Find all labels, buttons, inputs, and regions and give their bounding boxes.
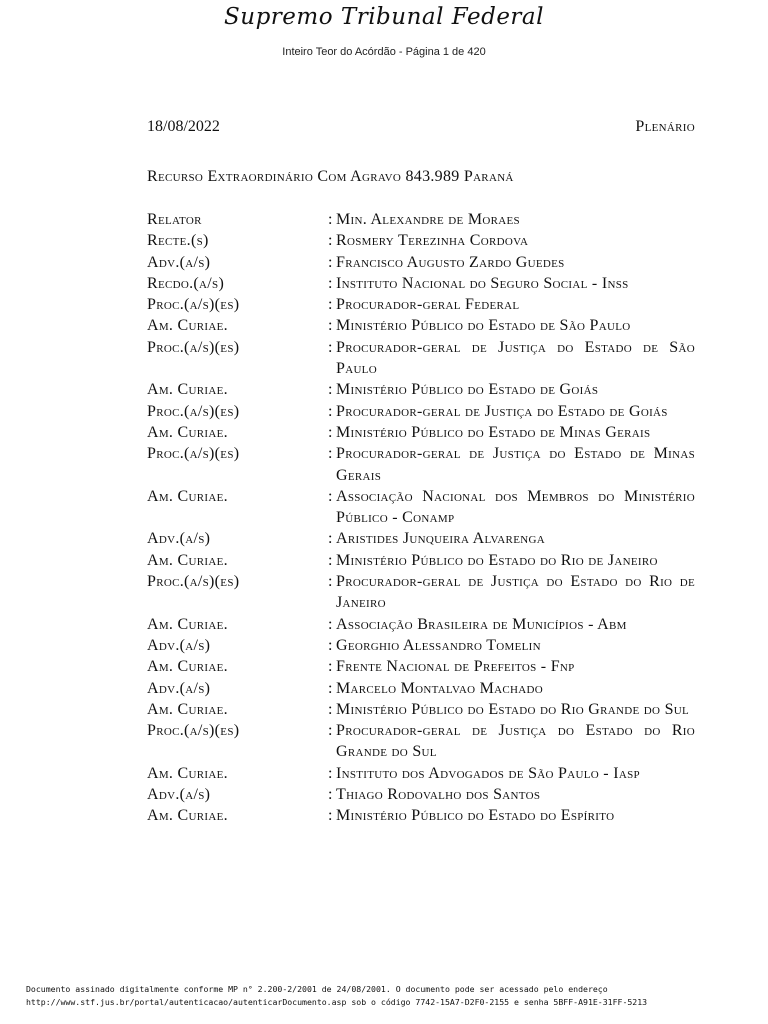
party-name: Procurador-geral de Justiça do Estado de São Paulo — [336, 338, 695, 378]
party-role: Relator — [147, 211, 202, 228]
party-row — [147, 315, 695, 336]
party-name: Aristides Junqueira Alvarenga — [336, 530, 545, 548]
party-name: Procurador-geral de Justiça do Estado do Rio Grande do Sul — [336, 722, 695, 761]
party-role: Am. Curiae. — [147, 764, 228, 782]
party-separator: : — [328, 807, 333, 825]
party-name: Procurador-geral de Justiça do Estado do Rio de Janeiro — [336, 573, 695, 612]
party-role: Am. Curiae. — [147, 700, 228, 718]
party-role: Proc.(a/s)(es) — [147, 338, 240, 356]
party-row — [147, 720, 695, 763]
court-name-header: Supremo Tribunal Federal — [224, 4, 544, 30]
party-row — [147, 422, 695, 443]
party-role: Proc.(a/s)(es) — [147, 296, 240, 314]
party-name: Georghio Alessandro Tomelin — [336, 636, 541, 654]
party-separator: : — [328, 573, 333, 591]
party-name: Frente Nacional de Prefeitos - Fnp — [336, 658, 575, 676]
party-name: Ministério Público do Estado de Goiás — [336, 381, 599, 399]
party-separator: : — [328, 551, 333, 569]
party-role: Am. Curiae. — [147, 487, 228, 505]
party-row — [147, 230, 695, 251]
party-row — [147, 486, 695, 529]
party-name: Procurador-geral Federal — [336, 296, 520, 314]
party-row — [147, 614, 695, 635]
party-separator: : — [328, 317, 333, 335]
party-separator: : — [328, 232, 333, 250]
party-separator: : — [328, 445, 333, 463]
party-row — [147, 379, 695, 400]
party-role: Recdo.(a/s) — [147, 274, 225, 292]
party-role: Adv.(a/s) — [147, 679, 211, 697]
party-role: Adv.(a/s) — [147, 253, 211, 271]
party-row — [147, 635, 695, 656]
parties-list — [147, 209, 695, 827]
case-title: Recurso Extraordinário Com Agravo 843.989 Paraná — [147, 168, 514, 185]
page-subtitle: Inteiro Teor do Acórdão - Página 1 de 420 — [282, 46, 486, 58]
party-separator: : — [328, 487, 333, 505]
party-separator: : — [328, 764, 333, 782]
party-row — [147, 294, 695, 315]
party-row — [147, 656, 695, 677]
party-separator: : — [328, 211, 333, 228]
party-role: Recte.(s) — [147, 232, 209, 250]
party-row — [147, 571, 695, 614]
party-name: Procurador-geral de Justiça do Estado de Goiás — [336, 402, 668, 420]
party-separator: : — [328, 615, 333, 633]
party-separator: : — [328, 722, 333, 740]
digital-signature-footer — [26, 983, 756, 1009]
party-role: Am. Curiae. — [147, 317, 228, 335]
party-role: Proc.(a/s)(es) — [147, 402, 240, 420]
party-name: Instituto Nacional do Seguro Social - Inss — [336, 274, 629, 292]
party-name: Ministério Público do Estado de Minas Gerais — [336, 423, 651, 441]
party-role: Adv.(a/s) — [147, 530, 211, 548]
party-role: Am. Curiae. — [147, 615, 228, 633]
party-role: Am. Curiae. — [147, 807, 228, 825]
party-row — [147, 763, 695, 784]
party-separator: : — [328, 786, 333, 804]
party-row — [147, 252, 695, 273]
party-separator: : — [328, 636, 333, 654]
party-role: Proc.(a/s)(es) — [147, 722, 240, 740]
party-row — [147, 805, 695, 826]
party-role: Adv.(a/s) — [147, 786, 211, 804]
party-name: Ministério Público do Estado do Rio Grande do Sul — [336, 700, 690, 718]
party-row — [147, 528, 695, 549]
party-row — [147, 273, 695, 294]
footer-line-1: Documento assinado digitalmente conforme MP n° 2.200-2/2001 de 24/08/2001. O documento pode ser acessado pelo endereço — [26, 984, 608, 994]
party-row — [147, 784, 695, 805]
party-name: Procurador-geral de Justiça do Estado de Minas Gerais — [336, 445, 695, 484]
party-role: Am. Curiae. — [147, 381, 228, 399]
party-name: Rosmery Terezinha Cordova — [336, 232, 529, 250]
party-separator: : — [328, 253, 333, 271]
party-separator: : — [328, 423, 333, 441]
party-row — [147, 699, 695, 720]
party-separator: : — [328, 658, 333, 676]
party-row — [147, 209, 695, 230]
party-name: Thiago Rodovalho dos Santos — [336, 786, 541, 804]
party-row — [147, 550, 695, 571]
party-separator: : — [328, 530, 333, 548]
party-separator: : — [328, 296, 333, 314]
party-role: Am. Curiae. — [147, 551, 228, 569]
party-name: Francisco Augusto Zardo Guedes — [336, 253, 565, 271]
party-separator: : — [328, 338, 333, 356]
party-role: Am. Curiae. — [147, 658, 228, 676]
party-role: Am. Curiae. — [147, 423, 228, 441]
party-role: Adv.(a/s) — [147, 636, 211, 654]
footer-line-2: http://www.stf.jus.br/portal/autenticacao/autenticarDocumento.asp sob o código 7742-15A7-D2F0-2155 e senha 5BFF-A91E-31FF-5213 — [26, 997, 648, 1007]
party-row — [147, 678, 695, 699]
party-row — [147, 443, 695, 486]
party-role: Proc.(a/s)(es) — [147, 573, 240, 591]
party-name: Min. Alexandre de Moraes — [336, 211, 520, 228]
party-separator: : — [328, 402, 333, 420]
party-name: Instituto dos Advogados de São Paulo - Iasp — [336, 764, 640, 782]
party-separator: : — [328, 700, 333, 718]
party-name: Ministério Público do Estado do Espírito — [336, 807, 615, 825]
party-row — [147, 337, 695, 380]
party-name: Associação Nacional dos Membros do Ministério Público - Conamp — [336, 487, 695, 527]
party-separator: : — [328, 679, 333, 697]
party-role: Proc.(a/s)(es) — [147, 445, 240, 463]
party-separator: : — [328, 381, 333, 399]
party-name: Ministério Público do Estado do Rio de Janeiro — [336, 551, 658, 569]
judgment-date: 18/08/2022 — [147, 118, 220, 135]
party-row — [147, 401, 695, 422]
party-name: Ministério Público do Estado de São Paulo — [336, 317, 631, 335]
party-name: Associação Brasileira de Municípios - Abm — [336, 615, 627, 633]
party-name: Marcelo Montalvao Machado — [336, 679, 544, 697]
session-type: Plenário — [635, 118, 695, 135]
party-separator: : — [328, 274, 333, 292]
